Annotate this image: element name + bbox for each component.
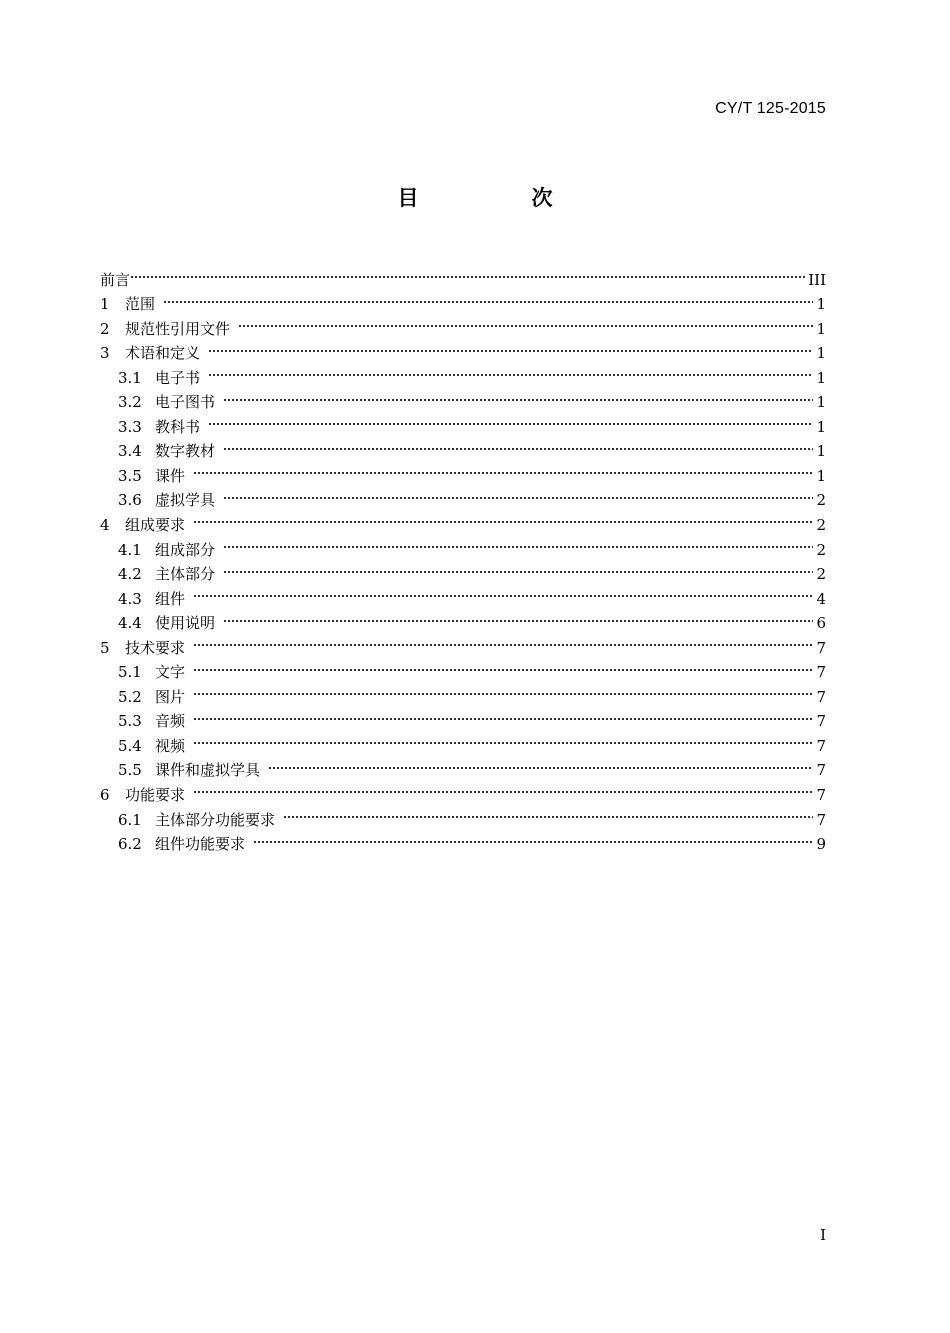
toc-entry-title: 电子图书 [155,393,216,412]
toc-entry[interactable] [100,628,826,657]
toc-dot-leader [193,726,814,751]
toc-entry[interactable] [100,604,826,633]
toc-entry[interactable] [100,505,826,535]
toc-dot-leader [223,432,814,457]
toc-entry-title: 教科书 [155,417,201,436]
toc-entry-page: 9 [816,835,826,854]
toc-entry-number: 4.1 [118,540,142,559]
toc-entry-number: 3.3 [118,417,142,436]
toc-entry-page: 2 [816,516,826,535]
toc-dot-leader [268,751,814,776]
toc-entry[interactable] [100,432,826,461]
toc-dot-leader [223,530,814,555]
toc-entry-number: 4.3 [118,589,142,608]
toc-entry-title: 术语和定义 [125,344,201,363]
toc-entry[interactable] [100,456,826,485]
toc-entry-number: 6.2 [118,835,142,854]
toc-dot-leader [208,358,814,383]
toc-entry-number: 3 [100,344,110,363]
toc-entry-title: 组成要求 [125,516,186,535]
table-of-contents [100,260,826,854]
toc-entry[interactable] [100,260,826,289]
toc-entry-page: 1 [816,295,826,314]
toc-entry[interactable] [100,579,826,608]
toc-entry-page: 4 [816,589,826,608]
toc-entry-number: 1 [100,295,110,314]
toc-dot-leader [193,628,814,653]
toc-entry-title: 规范性引用文件 [125,319,231,338]
toc-entry-page: 7 [816,736,826,755]
toc-dot-leader [253,825,814,850]
toc-entry[interactable] [100,702,826,731]
toc-entry-title: 组件功能要求 [155,835,246,854]
toc-dot-leader [238,309,814,334]
toc-entry-title: 电子书 [155,368,201,387]
toc-entry-title: 范围 [125,295,156,314]
toc-entry-page: 1 [816,368,826,387]
toc-entry[interactable] [100,285,826,314]
toc-entry-title: 功能要求 [125,786,186,805]
toc-entry-title: 课件和虚拟学具 [155,761,261,780]
toc-entry-number: 3.5 [118,466,142,485]
toc-entry[interactable] [100,726,826,755]
toc-dot-leader [193,456,814,481]
toc-dot-leader [223,604,814,629]
toc-entry-number: 6.1 [118,810,142,829]
toc-entry[interactable] [100,751,826,780]
toc-dot-leader [193,677,814,702]
toc-entry-number: 5.4 [118,736,142,755]
toc-entry-page: 7 [816,638,826,657]
toc-entry-page: 2 [816,491,826,510]
toc-dot-leader [223,383,814,408]
page-title: 目 次 [397,186,599,210]
toc-entry-title: 组成部分 [155,540,216,559]
toc-entry-page: 7 [816,663,826,682]
toc-entry-number: 5 [100,638,110,657]
toc-entry-page: 7 [816,761,826,780]
toc-entry-number: 4.4 [118,614,142,633]
toc-entry-number: 3.4 [118,442,142,461]
toc-entry-page: 7 [816,786,826,805]
toc-entry-title: 文字 [155,663,186,682]
toc-entry-title: 数字教材 [155,442,216,461]
toc-entry[interactable] [100,800,826,829]
toc-entry[interactable] [100,334,826,363]
toc-entry-title: 虚拟学具 [155,491,216,510]
toc-entry-number: 4 [100,516,110,535]
toc-dot-leader [130,260,806,285]
toc-entry-number: 4.2 [118,565,142,584]
toc-entry-number: 6 [100,786,110,805]
toc-entry-title: 使用说明 [155,614,216,633]
toc-dot-leader [193,702,814,727]
toc-entry[interactable] [100,407,826,436]
toc-dot-leader [193,653,814,678]
toc-entry[interactable] [100,530,826,559]
toc-entry-number: 3.2 [118,393,142,412]
toc-entry-page: 6 [816,614,826,633]
toc-entry-title: 主体部分功能要求 [155,810,276,829]
toc-entry-page: 1 [816,417,826,436]
toc-entry-title: 组件 [155,589,186,608]
toc-entry-number: 5.3 [118,712,142,731]
toc-dot-leader [163,285,814,310]
toc-dot-leader [193,505,814,530]
toc-entry-number: 5.5 [118,761,142,780]
toc-dot-leader [193,579,814,604]
toc-entry-title: 前言 [100,270,131,289]
toc-entry-title: 课件 [155,466,186,485]
toc-entry-page: 1 [816,466,826,485]
toc-entry-number: 5.2 [118,687,142,706]
toc-entry[interactable] [100,383,826,412]
toc-entry-title: 图片 [155,687,186,706]
toc-entry-title: 视频 [155,736,186,755]
toc-entry[interactable] [100,677,826,706]
toc-entry[interactable] [100,653,826,682]
toc-entry[interactable] [100,358,826,387]
toc-entry-title: 技术要求 [125,638,186,657]
toc-entry[interactable] [100,309,826,338]
toc-entry-page: 1 [816,393,826,412]
toc-dot-leader [223,555,814,580]
toc-entry-page: 7 [816,810,826,829]
toc-dot-leader [223,481,814,506]
toc-entry-page: 7 [816,687,826,706]
toc-entry-title: 音频 [155,712,186,731]
toc-entry-page: 1 [816,319,826,338]
toc-entry-title: 主体部分 [155,565,216,584]
toc-entry-page: 1 [816,442,826,461]
page-number: I [820,1226,826,1244]
toc-entry-number: 3.1 [118,368,142,387]
toc-entry[interactable] [100,481,826,510]
toc-entry-page: 1 [816,344,826,363]
toc-entry-page: 2 [816,540,826,559]
toc-entry[interactable] [100,775,826,805]
toc-entry-page: 2 [816,565,826,584]
toc-entry-page: 7 [816,712,826,731]
toc-entry-number: 5.1 [118,663,142,682]
toc-entry-number: 3.6 [118,491,142,510]
toc-dot-leader [283,800,814,825]
document-code: CY/T 125-2015 [715,100,826,117]
toc-dot-leader [208,334,814,359]
toc-entry-page: III [808,270,826,289]
toc-entry-number: 2 [100,319,110,338]
toc-dot-leader [208,407,814,432]
toc-dot-leader [193,775,814,800]
